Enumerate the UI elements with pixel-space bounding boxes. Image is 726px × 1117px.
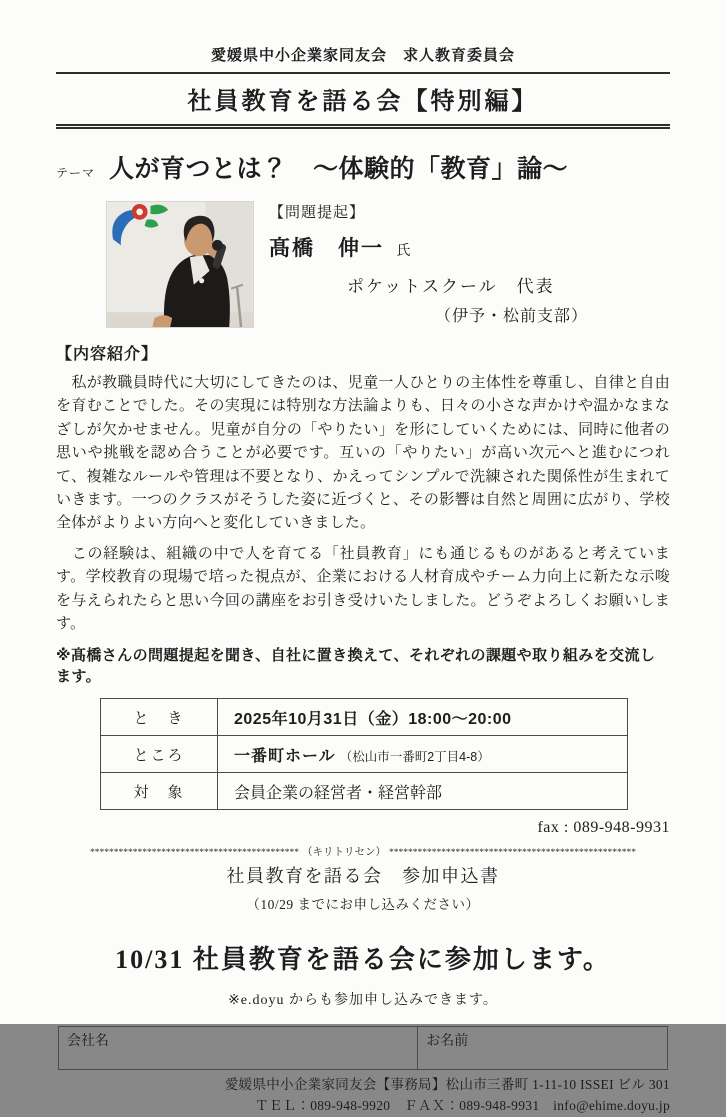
footer-contact: ＴＥＬ：089-948-9920 ＦＡＸ：089-948-9931 info@ehime.doyu.jp [255, 1098, 670, 1114]
cut-line-right: **************************************************** [388, 848, 636, 859]
place-value [218, 736, 628, 773]
table-row-place [101, 736, 628, 773]
cut-line [56, 844, 670, 859]
table-row-target [101, 773, 628, 810]
speaker-info [254, 201, 670, 331]
page-title: 社員教育を語る会【特別編】 [56, 72, 670, 129]
speaker-branch: （伊予・松前支部） [435, 308, 589, 325]
speaker-name-line [269, 232, 670, 262]
fax-number: fax : 089-948-9931 [537, 819, 670, 837]
date-label: と き [101, 699, 218, 736]
participation-statement: 10/31 社員教育を語る会に参加します。 [115, 945, 611, 975]
intro-paragraph-1: 私が教職員時代に大切にしてきたのは、児童一人ひとりの主体性を尊重し、自律と自由を育むことでした。その実現には特別な方法論よりも、日々の小さな声かけや温かなまなざしが欠かせません。児童が自分の「やりたい」を形にしていくためには、同時に他者の思いや挑戦を認め合うことが必要です。互いの「やりたい」が高い次元へと進むにつれて、複雑なルールや管理は不要となり、かえってシンプルで洗練された関係性が生まれていきます。一つのクラスがそうした姿に近づくと、その影響は自然と周囲に広がり、学校全体がよりよい方向へと変化していきました。 [56, 374, 670, 532]
application-form-row [59, 1027, 668, 1070]
footer-address: 愛媛県中小企業家同友会【事務局】松山市三番町 1-11-10 ISSEI ビル 301 [224, 1077, 670, 1093]
cut-line-left: ******************************************** [90, 848, 300, 859]
company-name-field: 会社名 [59, 1027, 418, 1070]
intro-section-label: 【内容紹介】 [56, 346, 159, 363]
place-address: （松山市一番町2丁目4-8） [339, 749, 490, 764]
theme-label: テーマ [56, 166, 96, 180]
cut-line-label: （キリトリセン） [302, 847, 386, 859]
place-name: 一番町ホール [234, 747, 336, 765]
intro-paragraph-2: この経験は、組織の中で人を育てる「社員教育」にも通じるものがあると考えています。学校教育の現場で培った視点が、企業における人材育成やチーム力向上に新たな示唆を与えられたらと思い今回の講座をお引き受けいたしました。どうぞよろしくお願いします。 [56, 544, 670, 632]
application-form-title: 社員教育を語る会 参加申込書 [226, 866, 500, 887]
speaker-honorific: 氏 [396, 242, 411, 258]
speaker-name: 髙橋 伸一 [269, 237, 384, 260]
footer [56, 1075, 670, 1117]
application-deadline: （10/29 までにお申し込みください） [246, 897, 480, 913]
edoyu-note: ※e.doyu からも参加申し込みできます。 [228, 993, 498, 1009]
theme-title: 人が育つとは？ ～体験的「教育」論～ [109, 155, 569, 183]
target-value: 会員企業の経営者・経営幹部 [218, 773, 628, 810]
speaker-section-label: 【問題提起】 [269, 204, 366, 221]
table-row-date [101, 699, 628, 736]
theme-row [56, 149, 670, 185]
event-details-table [100, 698, 628, 810]
org-header: 愛媛県中小企業家同友会 求人教育委員会 [210, 47, 515, 64]
speaker-section [56, 201, 670, 331]
attendee-name-field: お名前 [418, 1027, 668, 1070]
speaker-role: ポケットスクール 代表 [347, 277, 555, 296]
date-value: 2025年10月31日（金）18:00～20:00 [218, 699, 628, 736]
target-label: 対 象 [101, 773, 218, 810]
application-form-table [58, 1026, 668, 1070]
exchange-note: ※髙橋さんの問題提起を聞き、自社に置き換えて、それぞれの課題や取り組みを交流します。 [56, 647, 656, 686]
speaker-photo [106, 201, 254, 328]
place-label: ところ [101, 736, 218, 773]
